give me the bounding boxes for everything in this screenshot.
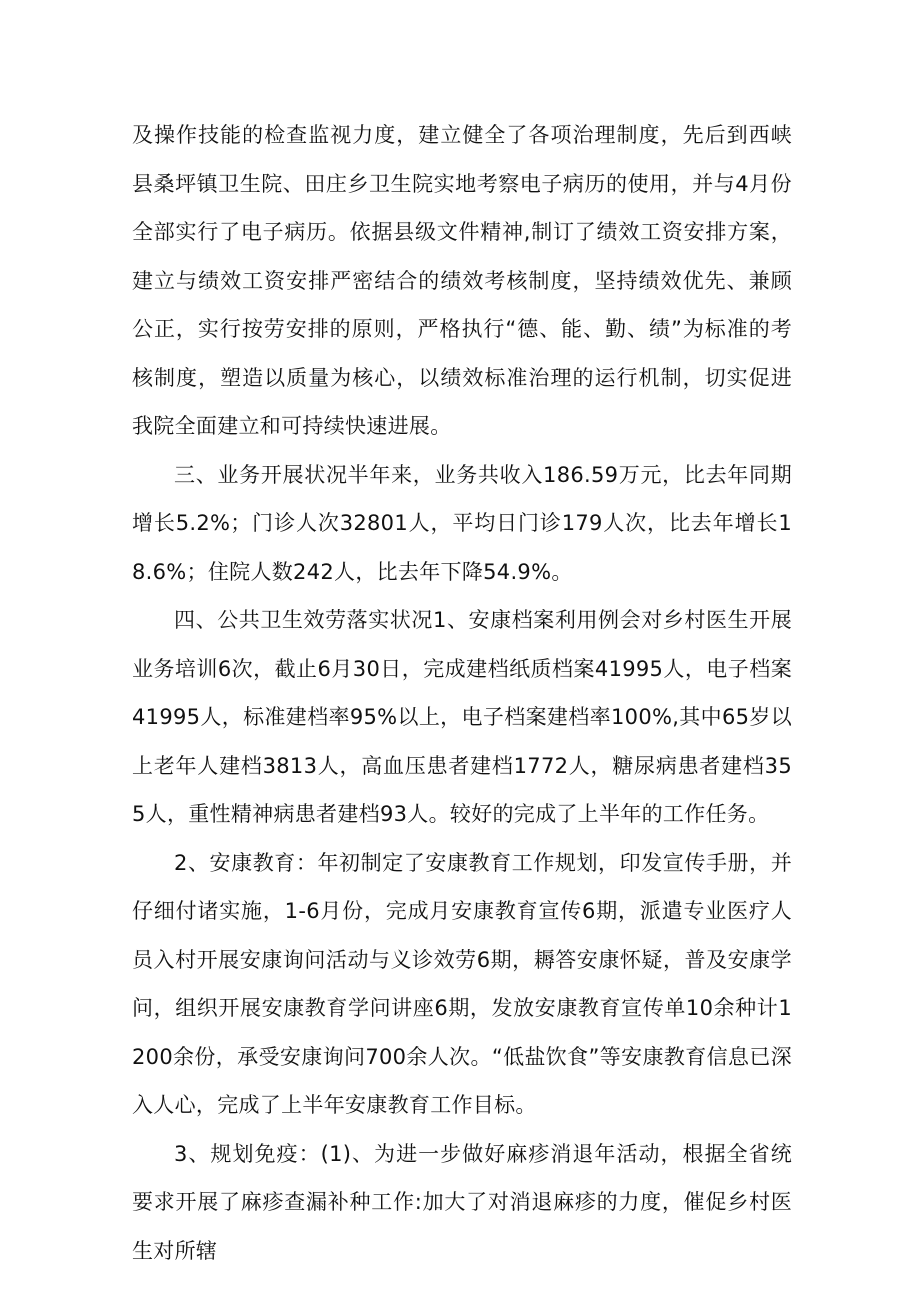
paragraph-5: 3、规划免疫：(1)、为进一步做好麻疹消退年活动，根据全省统要求开展了麻疹查漏补种工作:加大了对消退麻疹的力度，催促乡村医生对所辖 xyxy=(132,1141,792,1263)
paragraph-1: 及操作技能的检查监视力度，建立健全了各项治理制度，先后到西峡县桑坪镇卫生院、田庄乡卫生院实地考察电子病历的使用，并与4月份全部实行了电子病历。依据县级文件精神,制订了绩效工资安排方案，建立与绩效工资安排严密结合的绩效考核制度，坚持绩效优先、兼顾公正，实行按劳安排的原则，严格执行“德、能、勤、绩”为标准的考核制度，塑造以质量为核心，以绩效标准治理的运行机制，切实促进我院全面建立和可持续快速进展。 xyxy=(132,123,792,438)
paragraph-3: 四、公共卫生效劳落实状况1、安康档案利用例会对乡村医生开展业务培训6次，截止6月30日，完成建档纸质档案41995人，电子档案41995人，标准建档率95%以上，电子档案建档率100%,其中65岁以上老年人建档3813人，高血压患者建档1772人，糖尿病患者建档355人，重性精神病患者建档93人。较好的完成了上半年的工作任务。 xyxy=(132,608,792,826)
paragraph-2: 三、业务开展状况半年来，业务共收入186.59万元，比去年同期增长5.2%；门诊人次32801人，平均日门诊179人次，比去年增长18.6%；住院人数242人，比去年下降54.9%。 xyxy=(132,462,792,584)
paragraph-4: 2、安康教育：年初制定了安康教育工作规划，印发宣传手册，并仔细付诸实施，1-6月份，完成月安康教育宣传6期，派遣专业医疗人员入村开展安康询问活动与义诊效劳6期，耨答安康怀疑，普及安康学问，组织开展安康教育学问讲座6期，发放安康教育宣传单10余种计1200余份，承受安康询问700余人次。“低盐饮食”等安康教育信息已深入人心，完成了上半年安康教育工作目标。 xyxy=(132,850,792,1117)
document-body xyxy=(132,111,792,1275)
